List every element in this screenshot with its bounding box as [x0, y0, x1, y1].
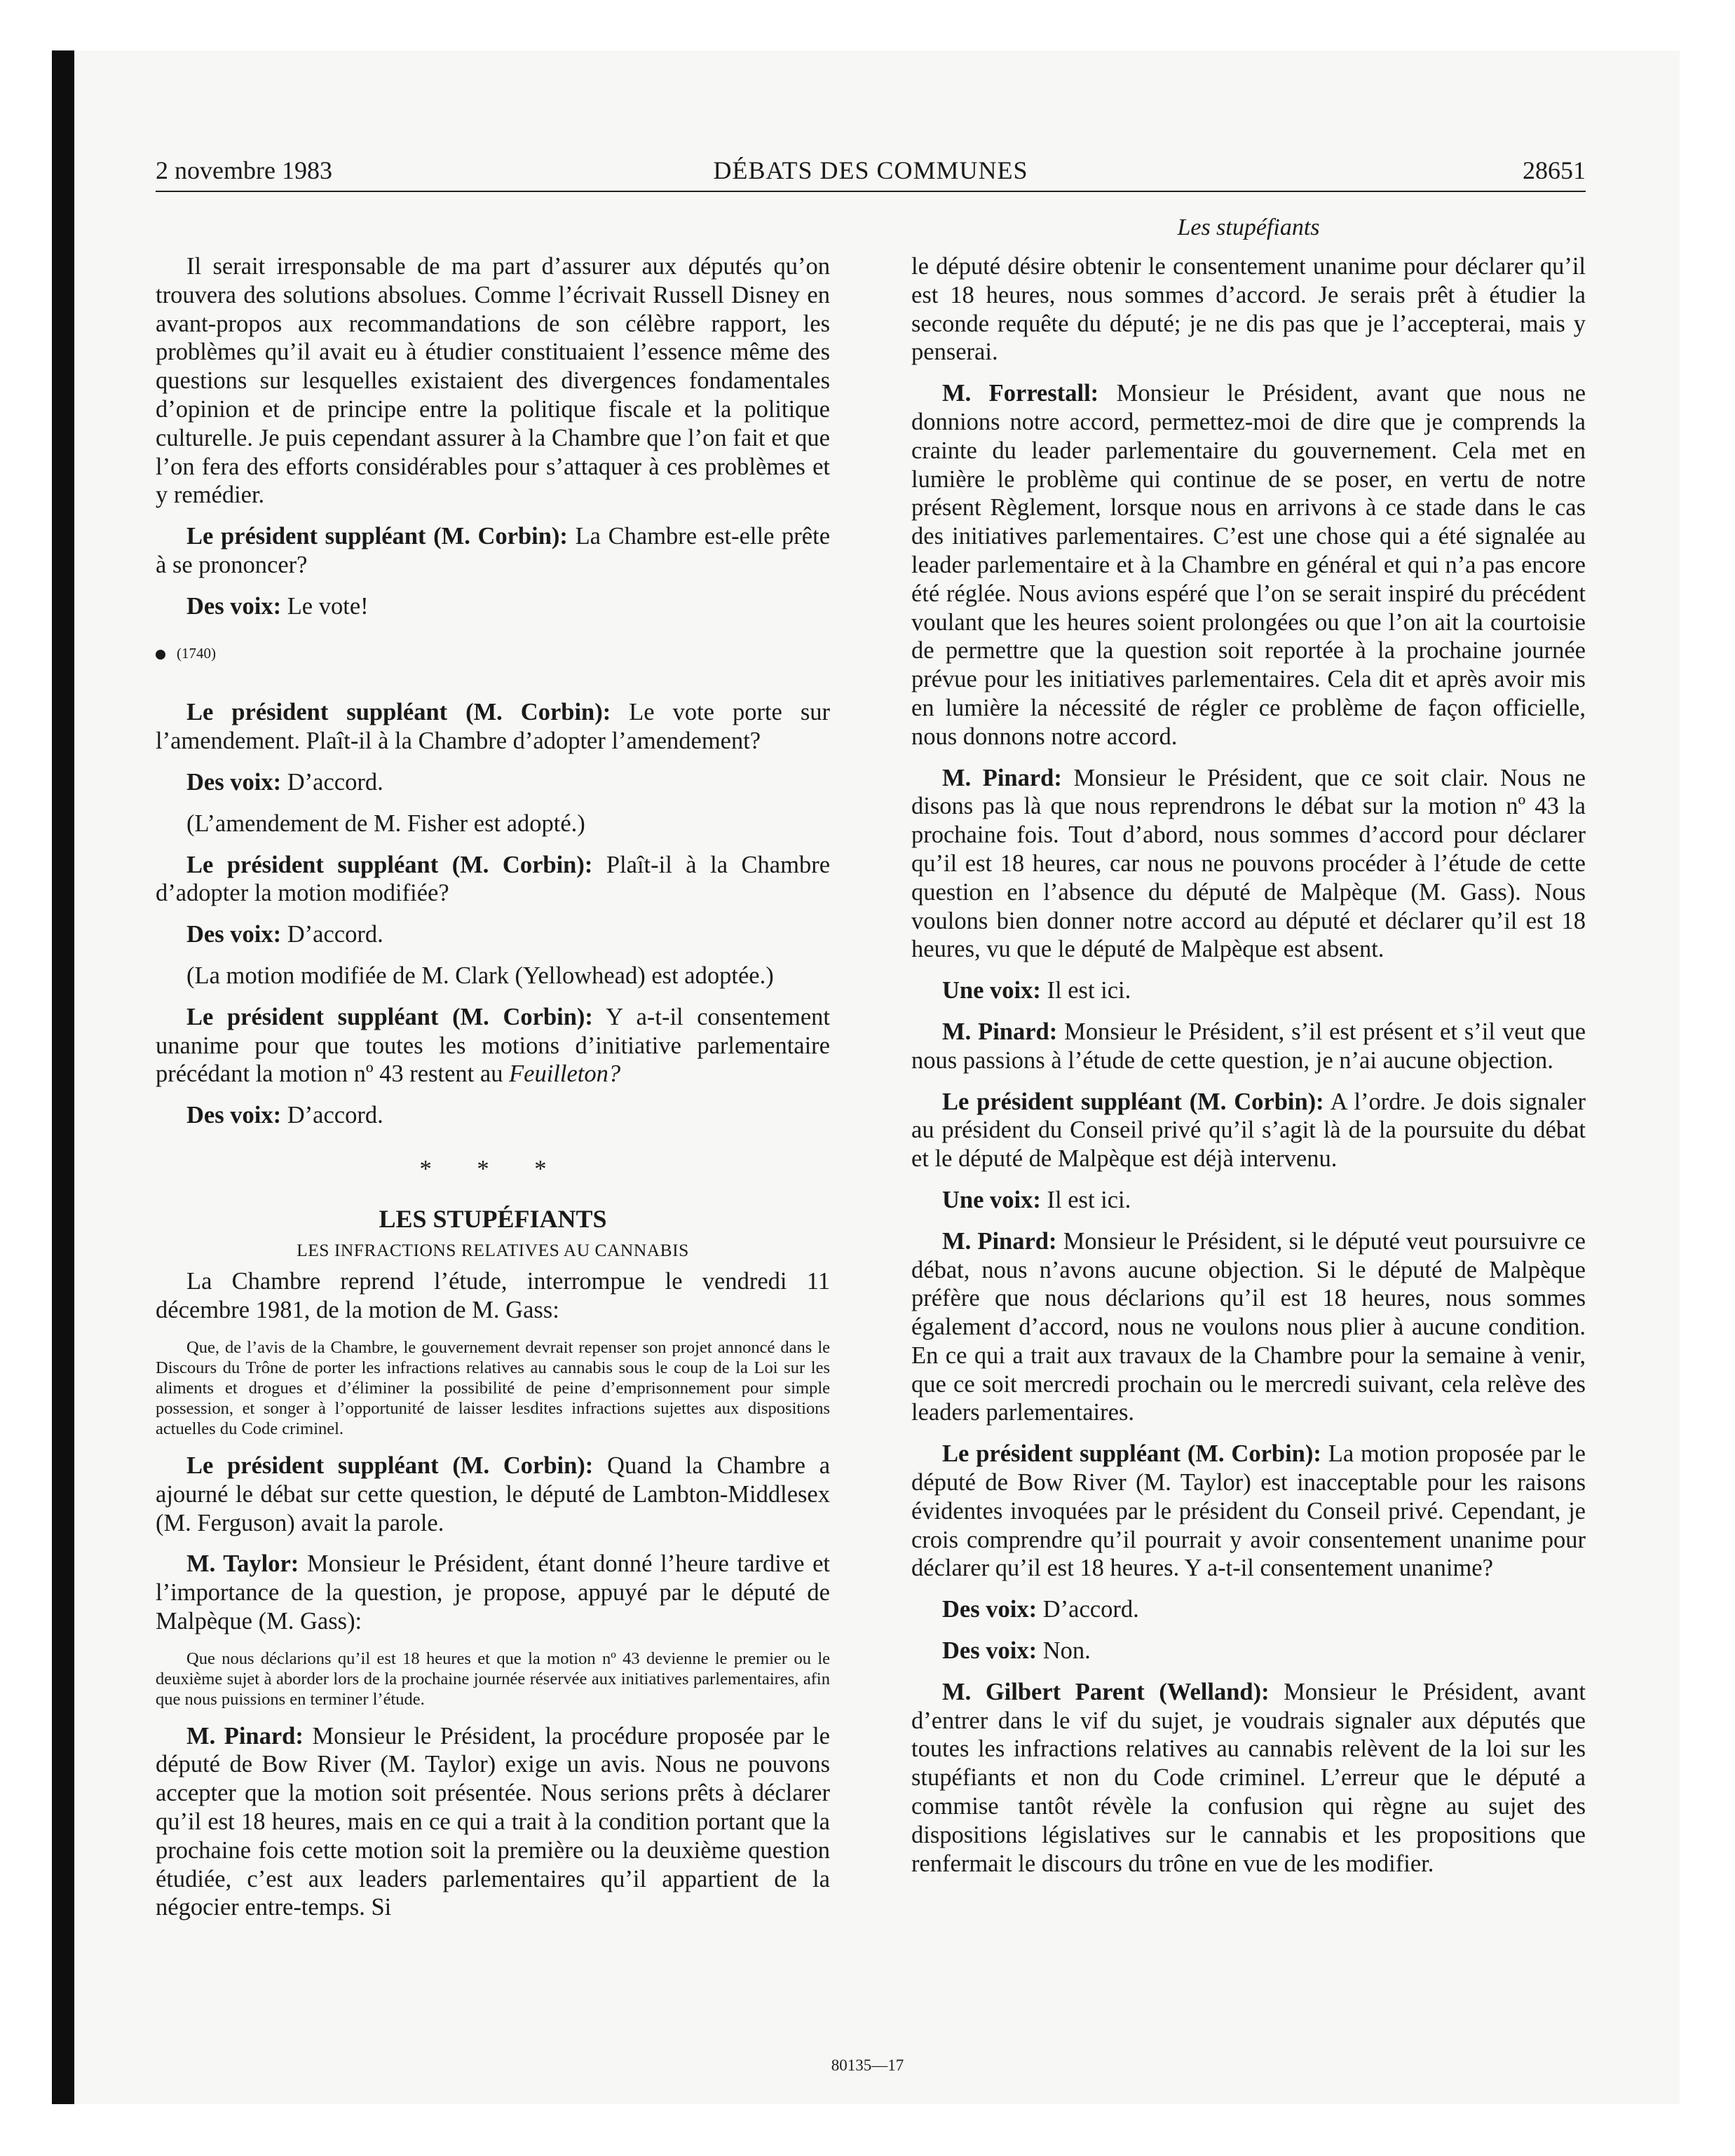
- paragraph: [911, 1018, 1586, 1075]
- speech: Monsieur le Président, avant d’entrer dans le vif du sujet, je voudrais signaler aux députés que toutes les infractions relatives au cannabis relèvent de la loi sur les stupéfiants et non du Code criminel. L’erreur que le député a commise tantôt révèle la confusion qui règne au sujet des dispositions législatives sur le cannabis et les propositions que renfermait le discours du trône en vue de les modifier.: [911, 1678, 1586, 1877]
- paragraph: [911, 1637, 1586, 1665]
- journal-title: DÉBATS DES COMMUNES: [713, 156, 1028, 184]
- speech: Quand la Chambre a ajourné le débat sur cette question, le député de Lambton-Middlesex (M. Ferguson) avait la parole.: [156, 1452, 831, 1536]
- print-code: 80135—17: [831, 2056, 904, 2074]
- speaker: M. Pinard:: [942, 764, 1062, 791]
- speaker: M. Pinard:: [186, 1722, 304, 1749]
- paragraph: [911, 379, 1586, 751]
- speaker: Des voix:: [942, 1596, 1037, 1623]
- speech: Monsieur le Président, s’il est présent et s’il veut que nous passions à l’étude de cette question, je n’ai aucune objection.: [911, 1018, 1586, 1074]
- speaker: Des voix:: [186, 592, 282, 620]
- header-rule: [156, 191, 1586, 192]
- speech: Non.: [1042, 1637, 1091, 1665]
- paragraph: La Chambre reprend l’étude, interrompue le vendredi 11 décembre 1981, de la motion de M. Gass:: [156, 1268, 830, 1324]
- paragraph: [156, 851, 830, 908]
- paragraph: [156, 1003, 830, 1089]
- speaker: Des voix:: [186, 1102, 282, 1129]
- paragraph: [156, 1722, 830, 1923]
- speech: Monsieur le Président, la procédure proposée par le député de Bow River (M. Taylor) exige un avis. Nous ne pouvons accepter que la motion soit présentée. Nous serions prêts à déclarer qu’il est 18 heures, mais en ce qui a trait à la condition portant que la prochaine fois cette motion soit la première ou la deuxième question étudiée, c’est aux leaders parlementaires qu’il appartient de la négocier entre-temps. Si: [156, 1722, 830, 1921]
- speech: Monsieur le Président, si le député veut poursuivre ce débat, nous n’avons aucune objection. Si le député de Malpèque préfère que nous déclarions qu’il est 18 heures, nous sommes également d’accord, nous ne voulons nous plier à aucune condition. En ce qui a trait aux travaux de la Chambre pour la semaine à venir, que ce soit mercredi prochain ou le mercredi suivant, cela relève des leaders parlementaires.: [911, 1227, 1586, 1426]
- section-heading: LES STUPÉFIANTS: [379, 1204, 607, 1233]
- bullet-icon: [156, 650, 165, 660]
- paragraph: [911, 1440, 1586, 1583]
- paragraph: [156, 592, 830, 621]
- speaker: Le président suppléant (M. Corbin):: [186, 851, 593, 878]
- speaker: Le président suppléant (M. Corbin):: [186, 699, 611, 726]
- paragraph: [156, 1550, 830, 1635]
- speaker: Des voix:: [942, 1637, 1037, 1665]
- speaker: M. Gilbert Parent (Welland):: [942, 1678, 1270, 1705]
- speech: Il est ici.: [1047, 1186, 1131, 1213]
- section-subheading: LES INFRACTIONS RELATIVES AU CANNABIS: [297, 1239, 689, 1260]
- speaker: Des voix:: [186, 768, 282, 796]
- right-column: [911, 252, 1586, 1890]
- scan-edge: [52, 50, 74, 2104]
- paragraph: [156, 1452, 830, 1537]
- speaker: Le président suppléant (M. Corbin):: [186, 523, 568, 550]
- paragraph: [911, 1088, 1586, 1173]
- speech: La motion proposée par le député de Bow River (M. Taylor) est inacceptable pour les raisons évidentes invoquées par le président du Conseil privé. Cependant, je crois comprendre qu’il pourrait y avoir consentement unanime pour déclarer qu’il est 18 heures. Y a-t-il consentement unanime?: [911, 1440, 1586, 1582]
- time-marker: [156, 639, 830, 668]
- speaker: Le président suppléant (M. Corbin):: [942, 1088, 1324, 1115]
- speech: La Chambre est-elle prête à se prononcer?: [156, 523, 831, 578]
- speech: Le vote!: [287, 592, 369, 620]
- paragraph: [156, 522, 830, 580]
- speech: D’accord.: [287, 1102, 383, 1129]
- speech: Le vote porte sur l’amendement. Plaît-il à la Chambre d’adopter l’amendement?: [156, 699, 831, 755]
- paragraph: [156, 698, 830, 756]
- speaker: M. Taylor:: [186, 1550, 299, 1578]
- speaker: M. Pinard:: [942, 1227, 1057, 1255]
- paragraph: [911, 976, 1586, 1005]
- time-marker-text: (1740): [177, 644, 216, 662]
- paragraph: [911, 764, 1586, 964]
- speaker: Le président suppléant (M. Corbin):: [186, 1452, 594, 1479]
- speech: D’accord.: [287, 768, 383, 796]
- page-number: 28651: [1523, 156, 1586, 184]
- speech: Y a-t-il consentement unanime pour que toutes les motions d’initiative parlementaire précédant la motion nº 43 restent au: [156, 1003, 830, 1088]
- section-title: Les stupéfiants: [1177, 214, 1320, 240]
- paragraph: (L’amendement de M. Fisher est adopté.): [186, 810, 585, 837]
- speaker: M. Forrestall:: [942, 380, 1099, 407]
- paragraph: [911, 1186, 1586, 1215]
- motion-quote: Que, de l’avis de la Chambre, le gouvernement devrait repenser son projet annoncé dans le Discours du Trône de porter les infractions relatives au cannabis sous le coup de la Loi sur les aliments et drogues et d’éliminer la possibilité de peine d’emprisonnement pour simple possession, et songer à l’opportunité de laisser lesdites infractions sujettes aux dispositions actuelles du Code criminel.: [156, 1337, 830, 1438]
- speech: Monsieur le Président, étant donné l’heure tardive et l’importance de la question, je propose, appuyé par le député de Malpèque (M. Gass):: [156, 1550, 831, 1635]
- paragraph: le député désire obtenir le consentement unanime pour déclarer qu’il est 18 heures, nous sommes d’accord. Je serais prêt à étudier la seconde requête du député; je ne dis pas que je l’accepterai, mais y penserai.: [911, 253, 1586, 366]
- speech: Il est ici.: [1047, 977, 1131, 1004]
- speech: Plaît-il à la Chambre d’adopter la motion modifiée?: [156, 851, 831, 907]
- left-column: [156, 252, 830, 1935]
- speech: D’accord.: [287, 921, 383, 948]
- paragraph: [156, 768, 830, 797]
- header-date: 2 novembre 1983: [156, 156, 332, 184]
- speaker: Des voix:: [186, 921, 282, 948]
- paragraph: [156, 1101, 830, 1130]
- paragraph: Il serait irresponsable de ma part d’assurer aux députés qu’on trouvera des solutions absolues. Comme l’écrivait Russell Disney en avant-propos aux recommandations de son célèbre rapport, les problèmes qu’il avait eu à étudier constituaient l’essence même des questions sur lesquelles existaient des divergences fondamentales d’opinion et de principe entre la politique fiscale et la politique culturelle. Je puis cependant assurer à la Chambre que l’on fait et que l’on fera des efforts considérables pour s’attaquer à ces problèmes et y remédier.: [156, 253, 830, 509]
- section-separator: * * *: [419, 1155, 566, 1182]
- speech: A l’ordre. Je dois signaler au président du Conseil privé qu’il s’agit là de la poursuite du débat et le député de Malpèque est déjà intervenu.: [911, 1088, 1586, 1173]
- speaker: M. Pinard:: [942, 1018, 1058, 1045]
- paragraph: (La motion modifiée de M. Clark (Yellowhead) est adoptée.): [186, 962, 774, 989]
- paragraph: [911, 1227, 1586, 1428]
- paragraph: [156, 920, 830, 949]
- motion-quote: Que nous déclarions qu’il est 18 heures et que la motion nº 43 devienne le premier ou le deuxième sujet à aborder lors de la prochaine journée réservée aux initiatives parlementaires, afin que nous puissions en terminer l’étude.: [156, 1649, 830, 1709]
- speaker: Le président suppléant (M. Corbin):: [186, 1003, 593, 1030]
- speaker: Le président suppléant (M. Corbin):: [942, 1440, 1321, 1468]
- speech: Monsieur le Président, avant que nous ne donnions notre accord, permettez-moi de dire que je comprends la crainte du leader parlementaire du gouvernement. Cela met en lumière le problème qui continue de se poser, en vertu de notre présent Règlement, lorsque nous en arrivons à ce stade dans le cas des initiatives parlementaires. C’est une chose qui a été signalée au leader parlementaire et à la Chambre en général et qui n’a pas encore été réglée. Nous avions espéré que l’on se serait inspiré du précédent voulant que les heures soient prolongées ou que l’on ait la courtoisie de permettre que la question soit reportée à la prochaine journée prévue pour les initiatives parlementaires. Cela dit et après avoir mis en lumière la nécessité de régler ce problème de façon officielle, nous donnons notre accord.: [911, 380, 1586, 750]
- speech-italic: Feuilleton?: [509, 1060, 621, 1088]
- speech: Monsieur le Président, que ce soit clair. Nous ne disons pas là que nous reprendrons le débat sur la motion nº 43 la prochaine fois. Tout d’abord, nous sommes d’accord pour déclarer qu’il est 18 heures, car nous ne pouvons procéder à l’étude de cette question en l’absence du député de Malpèque (M. Gass). Nous voulons bien donner notre accord au député et déclarer qu’il est 18 heures, vu que le député de Malpèque est absent.: [911, 764, 1586, 963]
- running-header: [156, 156, 1586, 192]
- speaker: Une voix:: [942, 977, 1041, 1004]
- speech: D’accord.: [1042, 1596, 1139, 1623]
- paragraph: [911, 1595, 1586, 1624]
- paragraph: [911, 1678, 1586, 1878]
- speaker: Une voix:: [942, 1186, 1041, 1213]
